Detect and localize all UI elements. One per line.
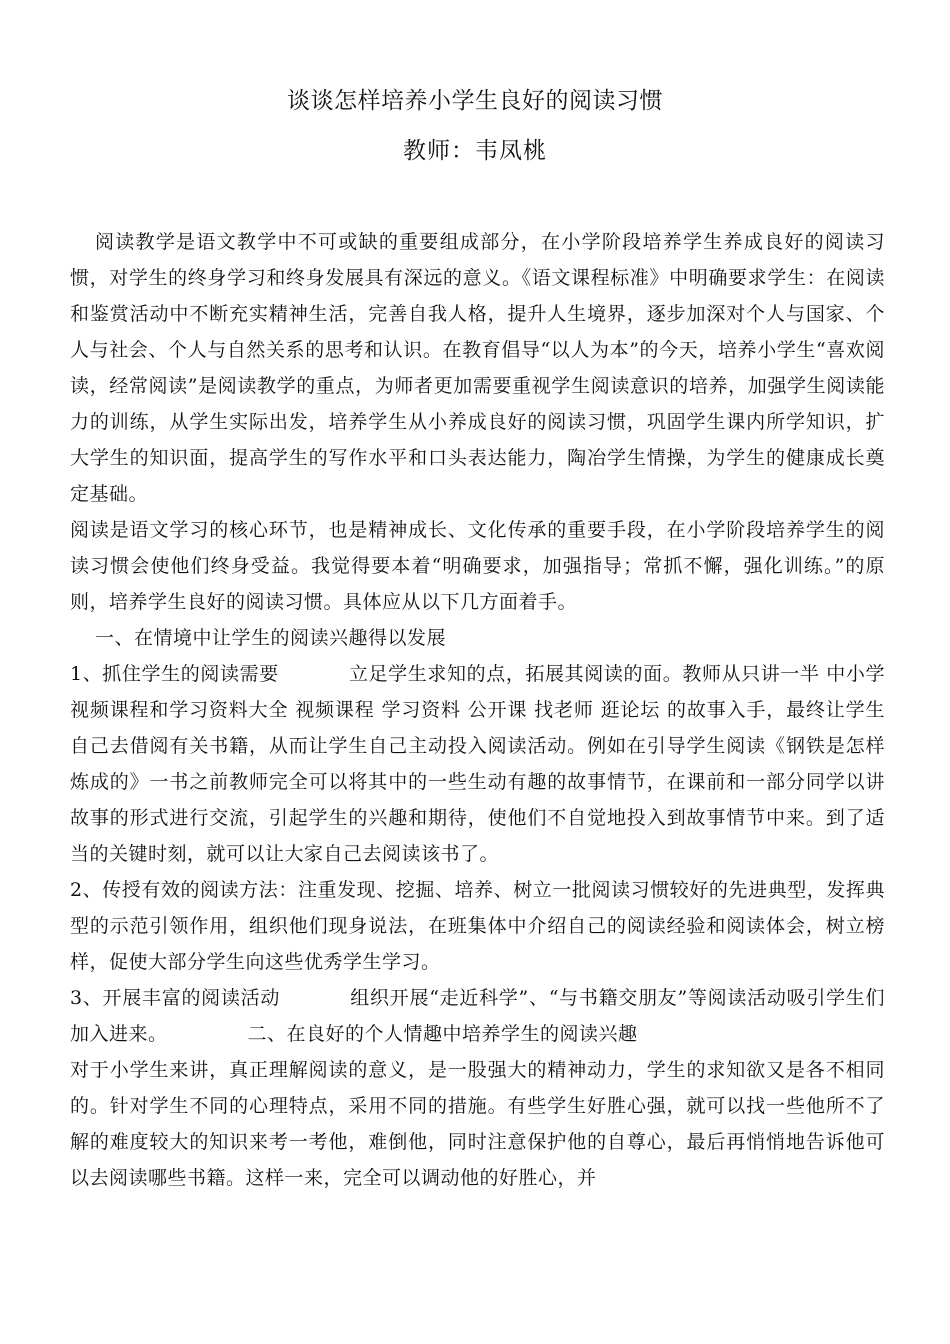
point-1-text: 立足学生求知的点，拓展其阅读的面。教师从只讲一半 中小学视频课程和学习资料大全 视频课程 学习资料 公开课 找老师 逛论坛 的故事入手，最终让学生自己去借阅有关书籍，从而让学生自己主动投入阅读活动。例如在引导学生阅读《钢铁是怎样炼成的》一书之前教师完全可以将其中的一些生动有趣的故事情节，在课前和一部分同学以讲故事的形式进行交流，引起学生的兴趣和期待，使他们不自觉地投入到故事情节中来。到了适当的关键时刻，就可以让大家自己去阅读该书了。 xyxy=(70,663,885,865)
paragraph-intro: 阅读教学是语文教学中不可或缺的重要组成部分，在小学阶段培养学生养成良好的阅读习惯，对学生的终身学习和终身发展具有深远的意义。《语文课程标准》中明确要求学生：在阅读和鉴赏活动中不断充实精神生活，完善自我人格，提升人生境界，逐步加深对个人与国家、个人与社会、个人与自然关系的思考和认识。在教育倡导“以人为本”的今天，培养小学生“喜欢阅读，经常阅读”是阅读教学的重点，为师者更加需要重视学生阅读意识的培养，加强学生阅读能力的训练，从学生实际出发，培养学生从小养成良好的阅读习惯，巩固学生课内所学知识，扩大学生的知识面，提高学生的写作水平和口头表达能力，陶冶学生情操，为学生的健康成长奠定基础。 xyxy=(70,231,885,505)
section-heading-2: 二、在良好的个人情趣中培养学生的阅读兴趣 xyxy=(247,1023,638,1045)
paragraph-principle: 阅读是语文学习的核心环节，也是精神成长、文化传承的重要手段，在小学阶段培养学生的阅读习惯会使他们终身受益。我觉得要本着“明确要求，加强指导；常抓不懈，强化训练。”的原则，培养学生良好的阅读习惯。具体应从以下几方面着手。 xyxy=(70,519,885,613)
point-3-heading: 3、开展丰富的阅读活动 xyxy=(70,987,281,1009)
paragraph-point-1 xyxy=(70,656,885,872)
paragraph-interest: 对于小学生来讲，真正理解阅读的意义，是一股强大的精神动力，学生的求知欲又是各不相同的。针对学生不同的心理特点，采用不同的措施。有些学生好胜心强，就可以找一些他所不了解的难度较大的知识来考一考他，难倒他，同时注意保护他的自尊心，最后再悄悄地告诉他可以去阅读哪些书籍。这样一来，完全可以调动他的好胜心，并 xyxy=(70,1059,885,1189)
paragraph-point-2: 2、传授有效的阅读方法：注重发现、挖掘、培养、树立一批阅读习惯较好的先进典型，发挥典型的示范引领作用，组织他们现身说法，在班集体中介绍自己的阅读经验和阅读体会，树立榜样，促使大部分学生向这些优秀学生学习。 xyxy=(70,879,885,973)
document-body xyxy=(70,224,885,1196)
section-heading-1: 一、在情境中让学生的阅读兴趣得以发展 xyxy=(95,627,447,649)
point-3-text: 组织开展“走近科学”、“与书籍交朋友”等阅读活动吸引学生们加入进来。 xyxy=(70,987,885,1045)
document-title: 谈谈怎样培养小学生良好的阅读习惯 xyxy=(287,88,663,114)
author-line: 教师：韦凤桃 xyxy=(403,138,547,164)
point-1-heading: 1、抓住学生的阅读需要 xyxy=(70,663,279,685)
paragraph-point-3 xyxy=(70,980,885,1052)
